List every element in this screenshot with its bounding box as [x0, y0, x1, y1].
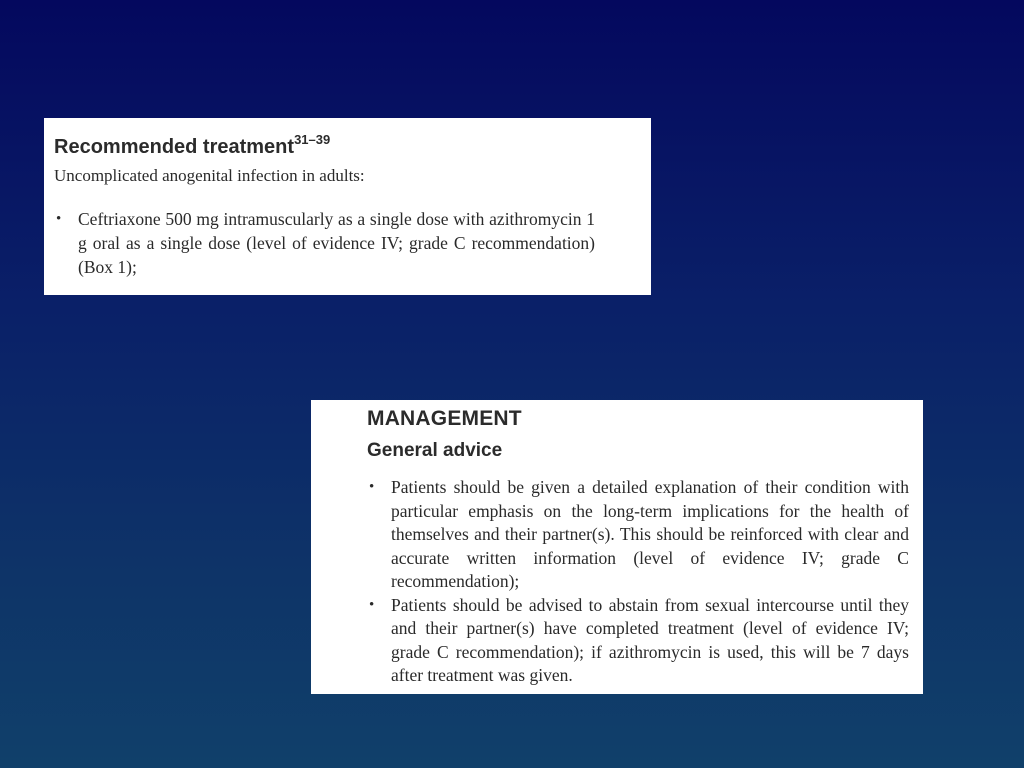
recommended-treatment-title: Recommended treatment: [54, 136, 295, 158]
general-advice-heading: General advice: [367, 440, 503, 461]
reference-superscript: 31–39: [294, 132, 331, 147]
bullet-icon: •: [369, 479, 375, 495]
bullet-icon: •: [56, 211, 62, 227]
recommended-treatment-heading: [54, 132, 595, 162]
list-item: [367, 594, 909, 688]
list-item: [367, 476, 909, 594]
list-item: [54, 207, 595, 279]
list-item-text: Ceftriaxone 500 mg intramuscularly as a single dose with azithromycin 1 g oral as a single dose (level of evidence IV; grade C recommendation) (Box 1);: [78, 209, 595, 277]
list-item-text: Patients should be given a detailed explanation of their condition with particular emphasis on the long-term implications for the health of themselves and their partner(s). This should be reinforced with clear and accurate written information (level of evidence IV; grade C recommendation);: [391, 477, 909, 591]
treatment-list: [54, 207, 595, 279]
treatment-intro: Uncomplicated anogenital infection in adults:: [54, 166, 365, 185]
bullet-icon: •: [369, 596, 375, 613]
recommended-treatment-panel: [44, 118, 651, 295]
list-item-text: Patients should be advised to abstain from sexual intercourse until they and their partner(s) have completed treatment (level of evidence IV; grade C recommendation); if azithromycin is used, this will be 7 days after treatment was given.: [391, 594, 909, 685]
management-panel: [311, 400, 923, 694]
advice-list: [367, 476, 909, 688]
management-heading: MANAGEMENT: [367, 407, 522, 430]
